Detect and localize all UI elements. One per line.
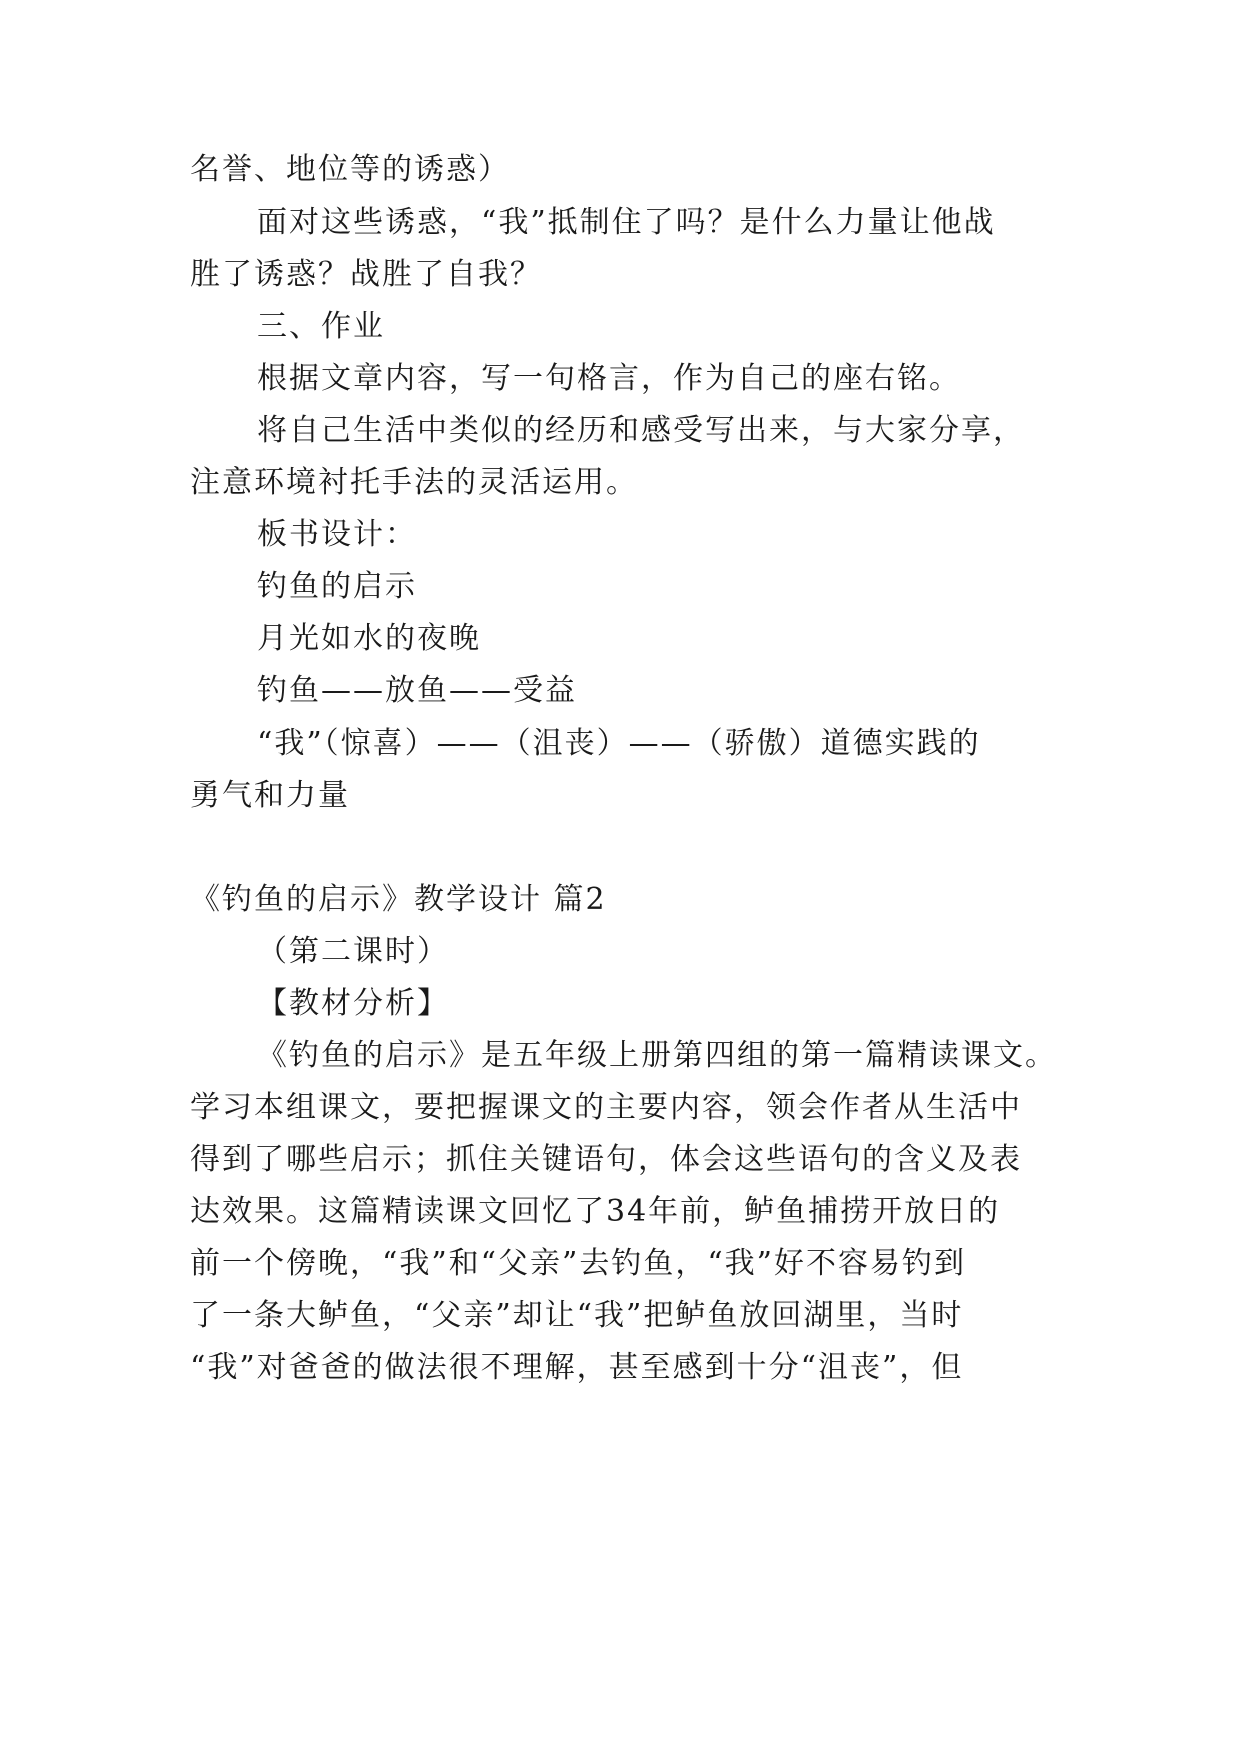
text-line: 钓鱼的启示 bbox=[257, 569, 417, 604]
text-line: 学习本组课文，要把握课文的主要内容，领会作者从生活中 bbox=[190, 1090, 1022, 1125]
text-line: 胜了诱惑？战胜了自我？ bbox=[190, 257, 542, 292]
text-line: “我”对爸爸的做法很不理解，甚至感到十分“沮丧”，但 bbox=[190, 1350, 964, 1385]
text-line: 了一条大鲈鱼，“父亲”却让“我”把鲈鱼放回湖里，当时 bbox=[190, 1298, 964, 1333]
text-line: 板书设计： bbox=[257, 517, 417, 552]
text-line: 钓鱼——放鱼——受益 bbox=[257, 673, 577, 708]
section-heading: 三、作业 bbox=[257, 309, 385, 344]
text-line: 名誉、地位等的诱惑） bbox=[190, 152, 510, 187]
analysis-heading: 【教材分析】 bbox=[257, 986, 449, 1021]
text-line: 根据文章内容，写一句格言，作为自己的座右铭。 bbox=[257, 361, 961, 396]
text-line: 勇气和力量 bbox=[190, 778, 350, 813]
text-line: 达效果。这篇精读课文回忆了34年前，鲈鱼捕捞开放日的 bbox=[190, 1194, 1001, 1229]
text-line: 面对这些诱惑，“我”抵制住了吗？是什么力量让他战 bbox=[257, 205, 996, 240]
text-line: 注意环境衬托手法的灵活运用。 bbox=[190, 465, 638, 500]
text-line: “我”（惊喜）——（沮丧）——（骄傲）道德实践的 bbox=[257, 726, 981, 761]
lesson-label: （第二课时） bbox=[257, 934, 449, 969]
text-line: 《钓鱼的启示》是五年级上册第四组的第一篇精读课文。 bbox=[257, 1038, 1057, 1073]
section-title: 《钓鱼的启示》教学设计 篇2 bbox=[190, 882, 607, 917]
text-line: 前一个傍晚，“我”和“父亲”去钓鱼，“我”好不容易钓到 bbox=[190, 1246, 967, 1281]
text-line: 将自己生活中类似的经历和感受写出来，与大家分享， bbox=[257, 413, 1025, 448]
text-line: 月光如水的夜晚 bbox=[257, 621, 481, 656]
text-line: 得到了哪些启示；抓住关键语句，体会这些语句的含义及表 bbox=[190, 1142, 1022, 1177]
